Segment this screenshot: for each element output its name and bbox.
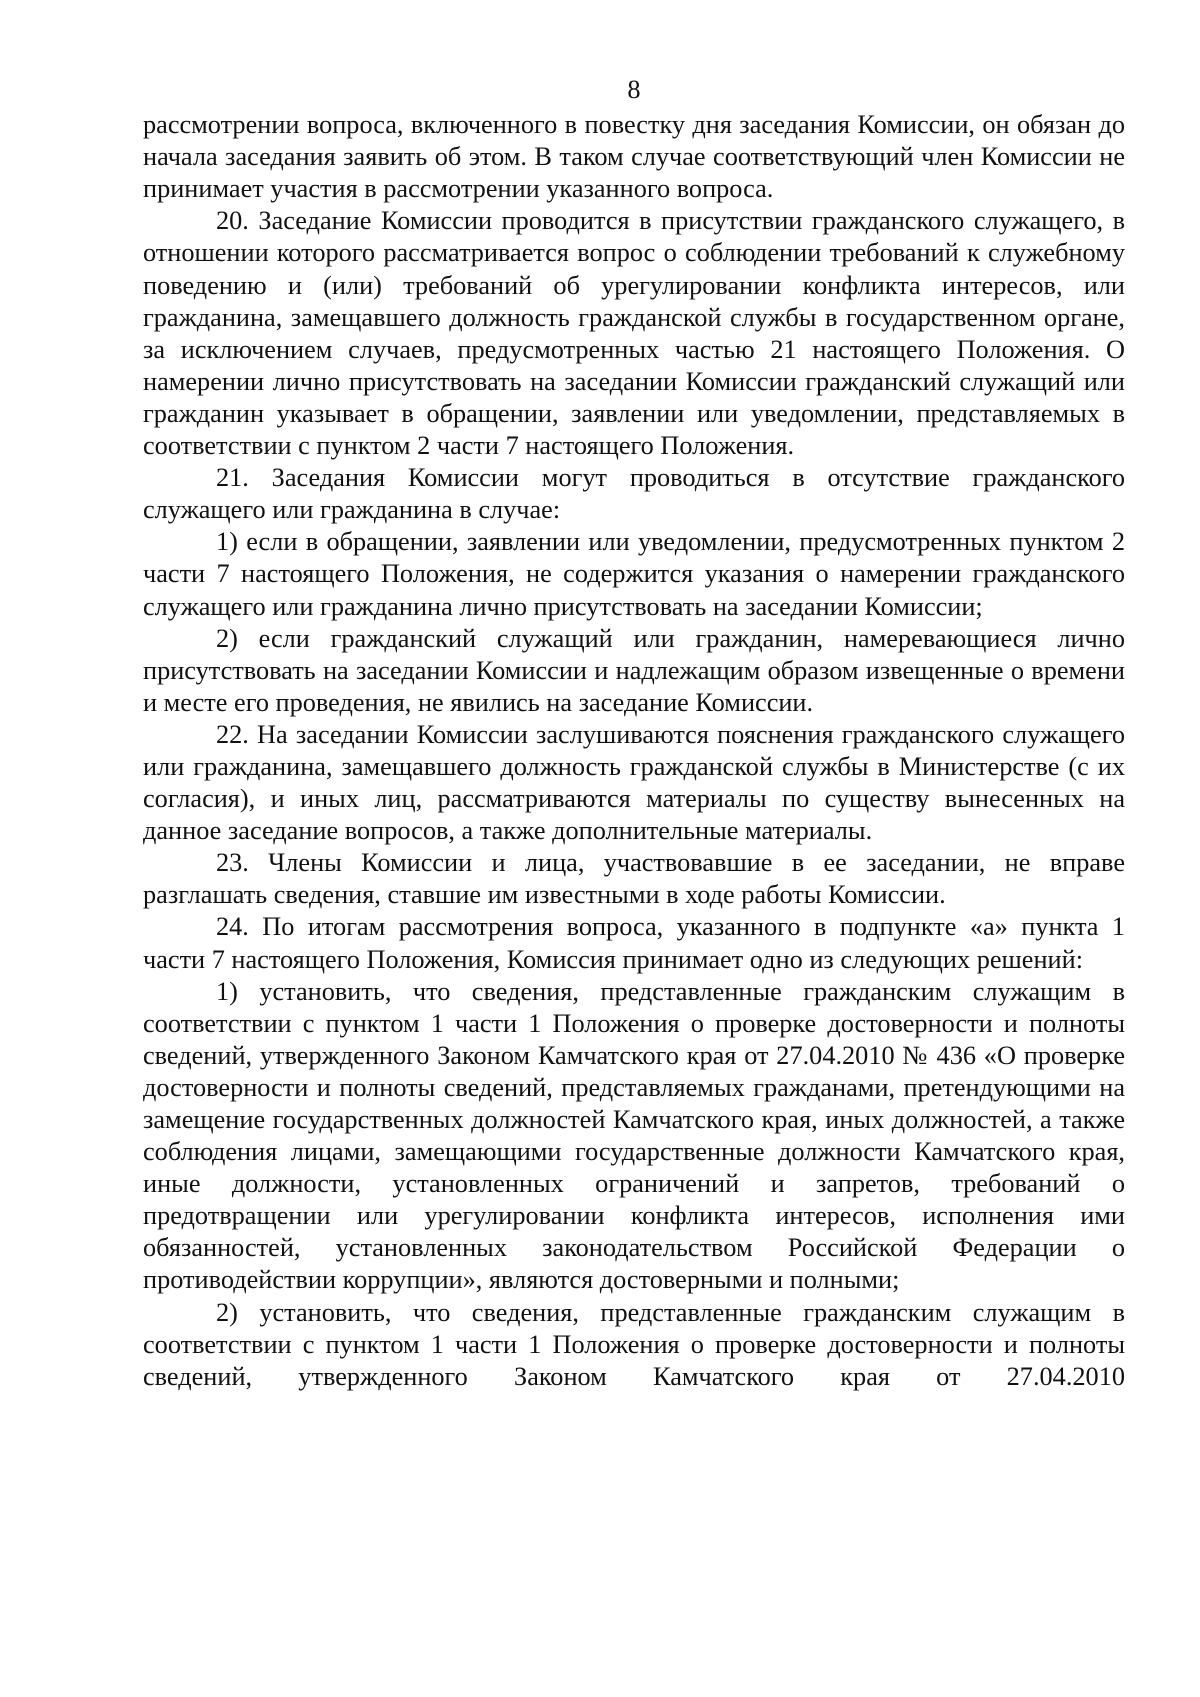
paragraph-21: 21. Заседания Комиссии могут проводиться в отсутствие гражданского служащего или гражданина в случае: <box>143 463 1125 525</box>
page-number: 8 <box>627 75 641 104</box>
paragraph-21-item-2: 2) если гражданский служащий или гражданин, намеревающиеся лично присутствовать на заседании Комиссии и надлежащим образом извещенные о времени и месте его проведения, не явились на заседание Комиссии. <box>143 623 1125 717</box>
paragraph-21-item-1: 1) если в обращении, заявлении или уведомлении, предусмотренных пунктом 2 части 7 настоящего Положения, не содержится указания о намерении гражданского служащего или гражданина лично присутствовать на заседании Комиссии; <box>143 527 1125 621</box>
paragraph-24: 24. По итогам рассмотрения вопроса, указанного в подпункте «а» пункта 1 части 7 настоящего Положения, Комиссия принимает одно из следующих решений: <box>143 912 1125 974</box>
paragraph-24-item-1: 1) установить, что сведения, представленные гражданским служащим в соответствии с пунктом 1 части 1 Положения о проверке достоверности и полноты сведений, утвержденного Законом Камчатского края от 27.04.2010 № 436 «О проверке достоверности и полноты сведений, представляемых гражданами, претендующими на замещение государственных должностей Камчатского края, иных должностей, а также соблюдения лицами, замещающими государственные должности Камчатского края, иные должности, установленных ограничений и запретов, требований о предотвращении или урегулировании конфликта интересов, исполнения ими обязанностей, установленных законодательством Российской Федерации о противодействии коррупции», являются достоверными и полными; <box>143 976 1125 1295</box>
paragraph-19-continuation: рассмотрении вопроса, включенного в повестку дня заседания Комиссии, он обязан до начала заседания заявить об этом. В таком случае соответствующий член Комиссии не принимает участия в рассмотрении указанного вопроса. <box>143 110 1125 204</box>
paragraph-23: 23. Члены Комиссии и лица, участвовавшие в ее заседании, не вправе разглашать сведения, ставшие им известными в ходе работы Комиссии. <box>143 848 1125 910</box>
paragraph-20: 20. Заседание Комиссии проводится в присутствии гражданского служащего, в отношении которого рассматривается вопрос о соблюдении требований к служебному поведению и (или) требований об урегулировании конфликта интересов, или гражданина, замещавшего должность гражданской службы в государственном органе, за исключением случаев, предусмотренных частью 21 настоящего Положения. О намерении лично присутствовать на заседании Комиссии гражданский служащий или гражданин указывает в обращении, заявлении или уведомлении, представляемых в соответствии с пунктом 2 части 7 настоящего Положения. <box>143 206 1125 461</box>
paragraph-24-item-2: 2) установить, что сведения, представленные гражданским служащим в соответствии с пунктом 1 части 1 Положения о проверке достоверности и полноты сведений, утвержденного Законом Камчатского края от 27.04.2010 <box>143 1297 1125 1391</box>
paragraph-22: 22. На заседании Комиссии заслушиваются пояснения гражданского служащего или гражданина, замещавшего должность гражданской службы в Министерстве (с их согласия), и иных лиц, рассматриваются материалы по существу вынесенных на данное заседание вопросов, а также дополнительные материалы. <box>143 719 1125 846</box>
document-page <box>143 74 1125 1393</box>
